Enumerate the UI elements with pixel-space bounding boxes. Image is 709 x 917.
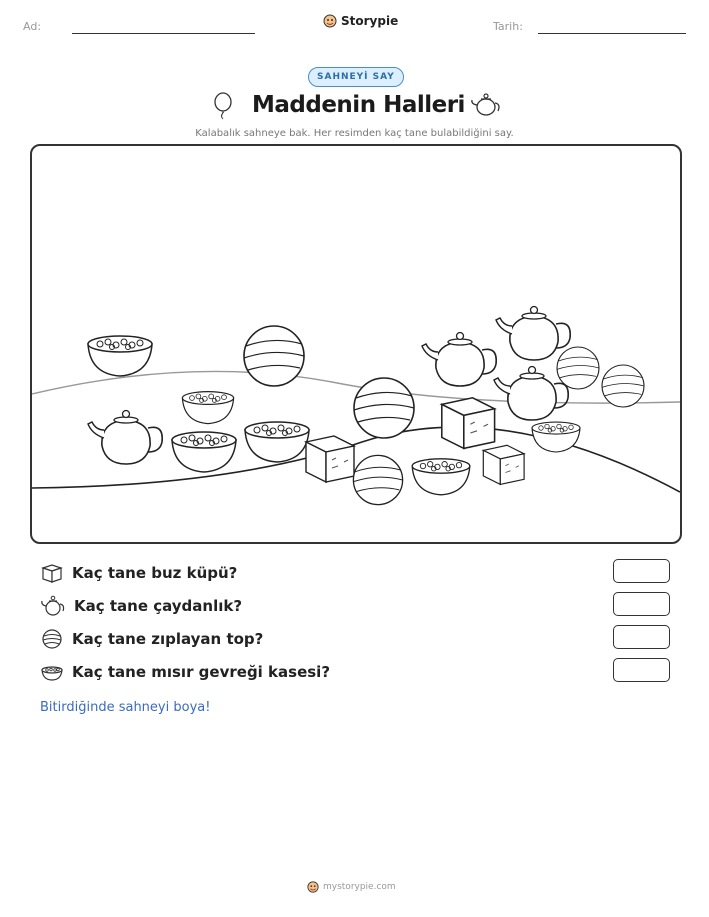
footer-url[interactable]: mystorypie.com <box>323 882 396 892</box>
cereal-bowl-icon <box>40 660 64 684</box>
bouncy-ball-icon <box>40 627 64 651</box>
cereal-bowl <box>172 432 236 472</box>
bouncy-ball <box>244 326 304 386</box>
ice-cube <box>483 445 524 484</box>
bouncy-ball <box>353 455 402 504</box>
coloring-note: Bitirdiğinde sahneyi boya! <box>40 700 211 715</box>
storypie-mascot-icon <box>307 881 319 893</box>
date-line[interactable] <box>538 33 686 34</box>
brand-logo <box>323 14 398 28</box>
name-label: Ad: <box>23 20 42 33</box>
question-row <box>40 561 237 585</box>
bouncy-ball <box>354 378 414 438</box>
cereal-bowl <box>245 422 309 462</box>
counting-scene <box>30 144 682 544</box>
scene-illustration <box>32 146 680 542</box>
name-line[interactable] <box>72 33 255 34</box>
brand-name: Storypie <box>341 14 399 28</box>
answer-box[interactable] <box>613 625 670 649</box>
cereal-bowl <box>412 459 470 495</box>
question-row <box>40 627 263 651</box>
footer-brand <box>307 881 396 893</box>
ice-cube-icon <box>40 561 64 585</box>
teapot <box>422 333 496 387</box>
cereal-bowl <box>88 336 152 376</box>
ice-cube <box>442 398 495 449</box>
question-text: Kaç tane çaydanlık? <box>74 597 243 615</box>
question-text: Kaç tane mısır gevreği kasesi? <box>72 663 331 681</box>
answer-box[interactable] <box>613 559 670 583</box>
question-row <box>40 594 242 618</box>
teapot <box>496 307 570 361</box>
ice-cube <box>306 436 354 482</box>
answer-box[interactable] <box>613 592 670 616</box>
teapot <box>88 411 162 465</box>
balloon-icon <box>213 92 233 120</box>
bouncy-ball <box>602 365 644 407</box>
teapot-icon <box>470 92 502 118</box>
bouncy-ball <box>557 347 599 389</box>
question-text: Kaç tane buz küpü? <box>72 564 238 582</box>
storypie-mascot-icon <box>323 14 337 28</box>
cereal-bowl <box>532 422 580 452</box>
date-label: Tarih: <box>493 20 523 33</box>
question-text: Kaç tane zıplayan top? <box>72 630 264 648</box>
instructions: Kalabalık sahneye bak. Her resimden kaç tane bulabildiğini say. <box>195 128 514 139</box>
answer-box[interactable] <box>613 658 670 682</box>
cereal-bowl <box>182 392 233 424</box>
question-row <box>40 660 330 684</box>
teapot-icon <box>40 594 66 618</box>
teapot <box>494 367 568 421</box>
page-title: Maddenin Halleri <box>252 92 465 118</box>
activity-badge: SAHNEYİ SAY <box>308 67 404 87</box>
